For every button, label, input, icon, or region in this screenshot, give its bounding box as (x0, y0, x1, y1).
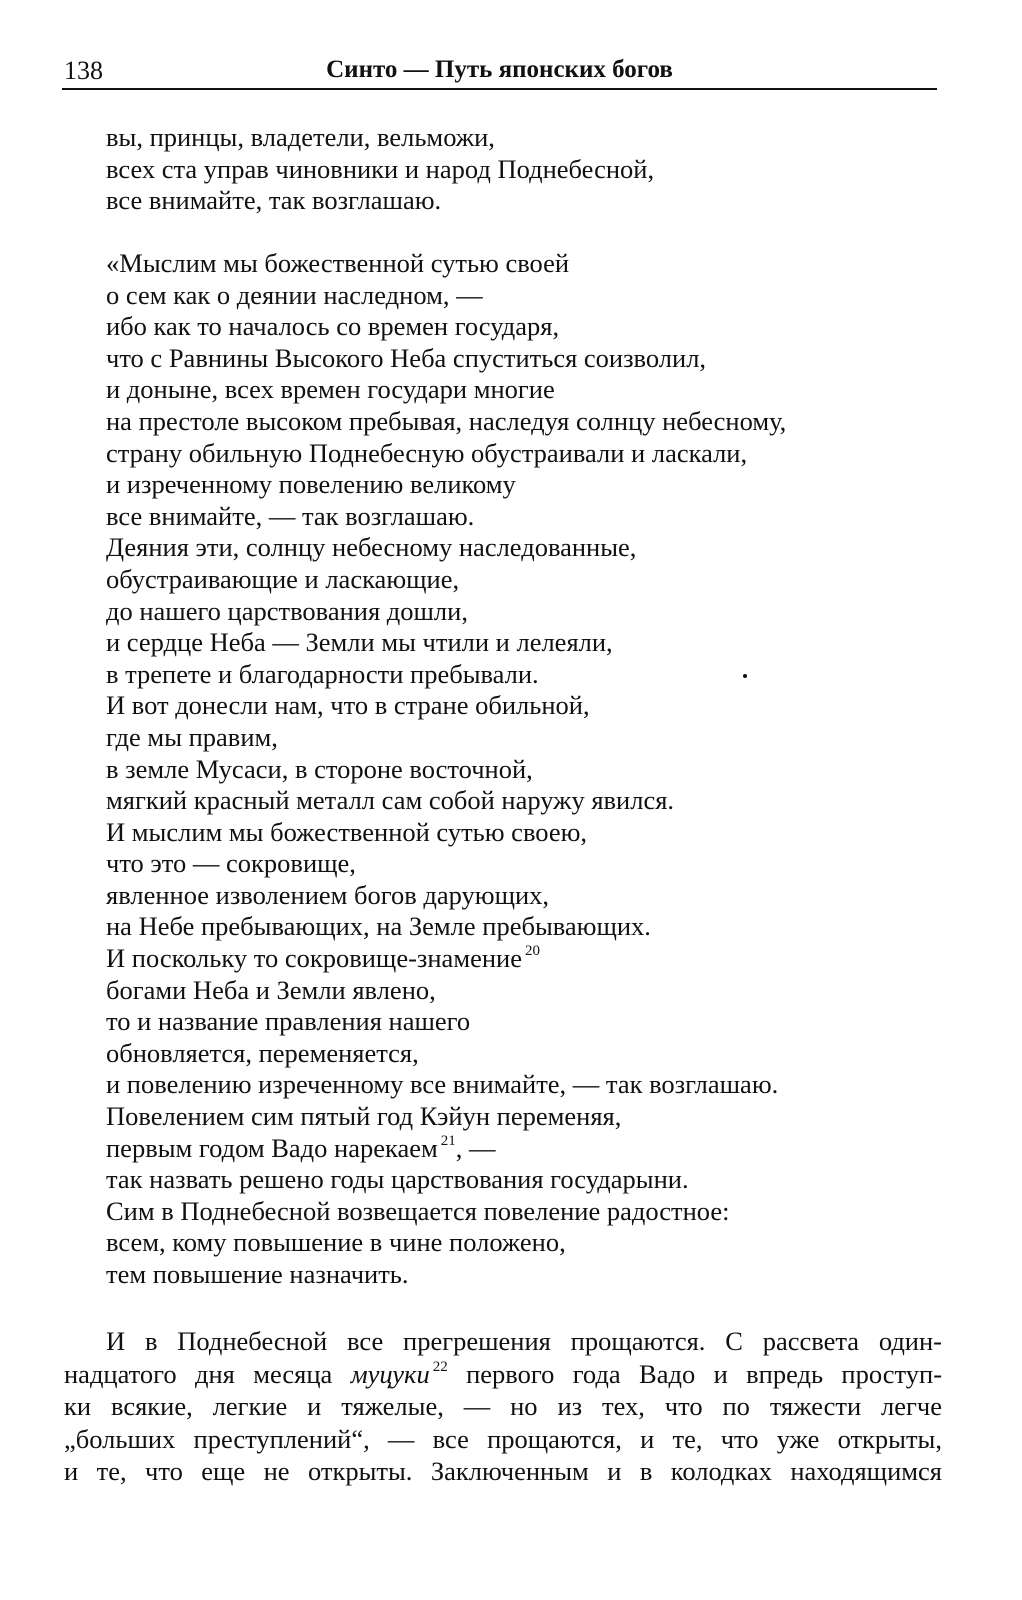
verse-line: и сердце Неба — Земли мы чтили и лелеяли, (106, 627, 613, 658)
verse-text: И поскольку то сокровище-знамение (106, 943, 522, 974)
verse-line: ибо как то началось со времен государя, (106, 311, 560, 342)
verse-line: все внимайте, — так возглашаю. (106, 500, 475, 531)
verse-line: и повелению изреченному все внимайте, — так возглашаю. (106, 1069, 779, 1100)
verse-line: где мы правим, (106, 721, 278, 752)
verse-line: Сим в Поднебесной возвещается повеление радостное: (106, 1195, 730, 1226)
verse-line: что это — сокровище, (106, 848, 356, 879)
verse-block-decree (106, 248, 786, 1291)
stray-print-mark (743, 674, 747, 678)
verse-line: что с Равнины Высокого Неба спуститься соизволил, (106, 342, 707, 373)
verse-line: И вот донесли нам, что в стране обильной, (106, 690, 590, 721)
footnote-ref-22[interactable]: 22 (432, 1358, 448, 1375)
footnote-ref-21[interactable]: 21 (440, 1132, 456, 1149)
prose-line: и те, что еще не открыты. Заключенным и в колодках находящимся (64, 1456, 942, 1486)
verse-line: до нашего царствования дошли, (106, 595, 468, 626)
verse-text-tail: , — (455, 1132, 496, 1163)
verse-line: и изреченному повелению великому (106, 469, 516, 500)
verse-line: на престоле высоком пребывая, наследуя солнцу небесному, (106, 405, 787, 436)
verse-line: так назвать решено годы царствования государыни. (106, 1164, 689, 1195)
verse-line: и доныне, всех времен государи многие (106, 374, 555, 405)
verse-line: то и название правления нашего (106, 1006, 471, 1037)
verse-line: о сем как о деянии наследном, — (106, 279, 483, 310)
verse-line: тем повышение назначить. (106, 1259, 409, 1289)
term-mutsuki: муцуки (350, 1358, 430, 1389)
verse-line: явленное изволением богов дарующих, (106, 879, 550, 910)
prose-line (64, 1358, 942, 1391)
prose-line: ки всякие, легкие и тяжелые, — но из тех, что по тяжести легче (64, 1391, 942, 1421)
page-header (62, 52, 937, 90)
prose-paragraph (64, 1325, 942, 1488)
verse-line: в земле Мусаси, в стороне восточной, (106, 753, 533, 784)
verse-line: всем, кому повышение в чине положено, (106, 1227, 566, 1258)
verse-line: И мыслим мы божественной сутью своею, (106, 816, 588, 847)
verse-line-with-footnote (106, 943, 786, 975)
prose-text: надцатого дня месяца (64, 1358, 333, 1389)
verse-line: Деяния эти, солнцу небесному наследованные, (106, 532, 637, 563)
verse-line: обустраивающие и ласкающие, (106, 563, 460, 594)
verse-line: страну обильную Поднебесную обустраивали и ласкали, (106, 437, 748, 468)
verse-line: на Небе пребывающих, на Земле пребывающих. (106, 911, 651, 942)
footnote-ref-20[interactable]: 20 (524, 943, 540, 960)
verse-text: первым годом Вадо нарекаем (106, 1132, 438, 1163)
verse-line: в трепете и благодарности пребывали. (106, 658, 539, 689)
prose-text: первого года Вадо и впредь проступ- (466, 1358, 943, 1389)
page-number: 138 (64, 56, 103, 85)
verse-line-with-footnote (106, 1133, 786, 1165)
verse-line: обновляется, переменяется, (106, 1037, 419, 1068)
verse-line: всех ста управ чиновники и народ Поднебесной, (106, 153, 655, 184)
verse-line: мягкий красный металл сам собой наружу явился. (106, 785, 675, 816)
verse-line: вы, принцы, владетели, вельможи, (106, 122, 495, 152)
prose-line: И в Поднебесной все прегрешения прощаются. С рассвета один- (106, 1326, 942, 1356)
verse-line: Повелением сим пятый год Кэйун переменяя, (106, 1101, 622, 1132)
verse-line: богами Неба и Земли явлено, (106, 974, 436, 1005)
prose-line: „больших преступлений“, — все прощаются, и те, что уже открыты, (64, 1423, 942, 1454)
verse-line: «Мыслим мы божественной сутью своей (106, 248, 570, 278)
verse-block-opening (106, 122, 654, 217)
running-title: Синто — Путь японских богов (326, 56, 673, 83)
verse-line: все внимайте, так возглашаю. (106, 185, 442, 216)
